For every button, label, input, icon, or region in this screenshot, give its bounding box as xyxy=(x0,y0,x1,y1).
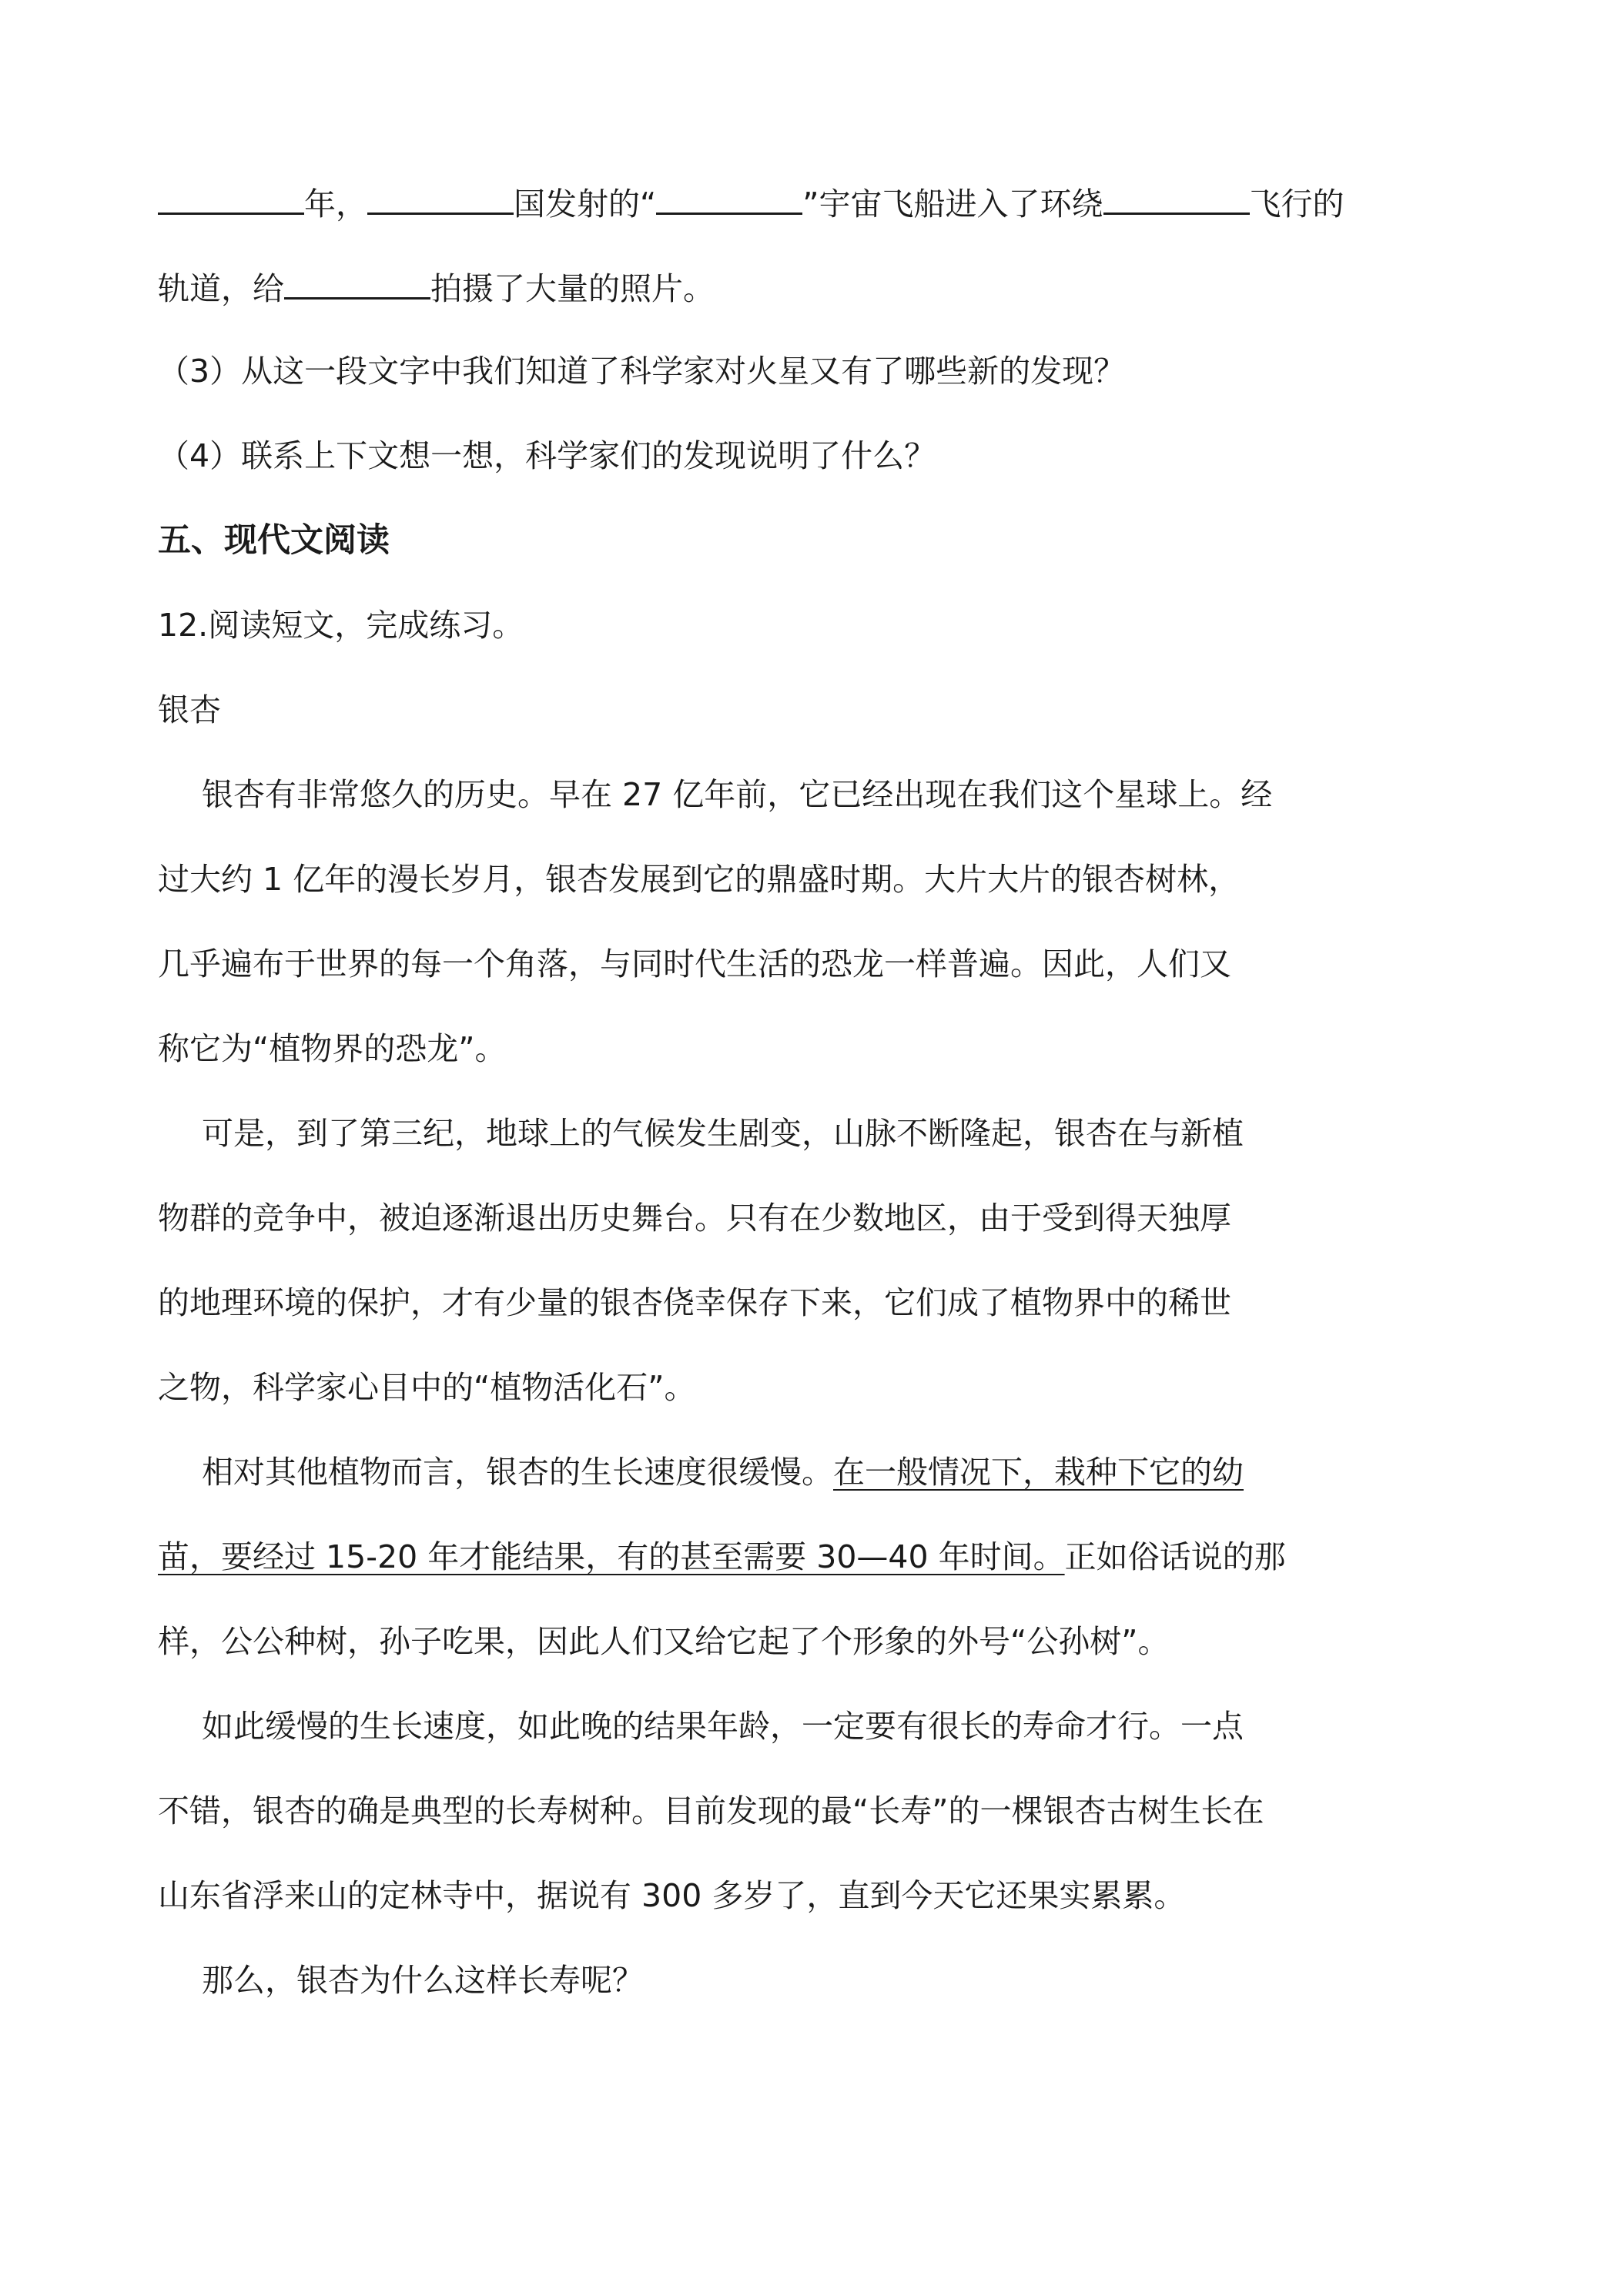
answer-blank[interactable] xyxy=(284,263,430,300)
passage-line: 几乎遍布于世界的每一个角落，与同时代生活的恐龙一样普遍。因此，人们又 xyxy=(158,946,1231,982)
passage-line: 之物，科学家心目中的“植物活化石”。 xyxy=(158,1369,696,1406)
passage-line: 物群的竞争中，被迫逐渐退出历史舞台。只有在少数地区，由于受到得天独厚 xyxy=(158,1200,1231,1237)
fill-text: 拍摄了大量的照片。 xyxy=(430,270,715,307)
answer-blank[interactable] xyxy=(158,179,304,215)
question-4: （4）联系上下文想一想，科学家们的发现说明了什么？ xyxy=(158,437,936,474)
passage-line: 过大约 1 亿年的漫长岁月，银杏发展到它的鼎盛时期。大片大片的银杏树林， xyxy=(158,861,1241,898)
fill-text: 国发射的“ xyxy=(514,186,657,223)
passage-line: 的地理环境的保护，才有少量的银杏侥幸保存下来，它们成了植物界中的稀世 xyxy=(158,1284,1231,1321)
fill-text: 年， xyxy=(304,186,367,223)
answer-blank[interactable] xyxy=(656,179,802,215)
fill-text: 轨道，给 xyxy=(158,270,284,307)
question-3: （3）从这一段文字中我们知道了科学家对火星又有了哪些新的发现？ xyxy=(158,353,1126,390)
passage-line: 称它为“植物界的恐龙”。 xyxy=(158,1030,507,1067)
underlined-sentence: 苗，要经过 15-20 年才能结果，有的甚至需要 30—40 年时间。 xyxy=(158,1538,1065,1575)
passage-line: 可是，到了第三纪，地球上的气候发生剧变，山脉不断隆起，银杏在与新植 xyxy=(202,1115,1244,1152)
exercise-prompt: 12.阅读短文，完成练习。 xyxy=(158,607,524,644)
passage-text: 正如俗话说的那 xyxy=(1064,1538,1286,1575)
passage-line: 山东省浮来山的定林寺中，据说有 300 多岁了，直到今天它还果实累累。 xyxy=(158,1877,1186,1914)
fill-text: 飞行的 xyxy=(1249,186,1344,223)
passage-line: 样，公公种树，孙子吃果，因此人们又给它起了个形象的外号“公孙树”。 xyxy=(158,1623,1170,1660)
passage-line: 银杏有非常悠久的历史。早在 27 亿年前，它已经出现在我们这个星球上。经 xyxy=(202,776,1273,813)
passage-text: 相对其他植物而言，银杏的生长速度很缓慢。 xyxy=(202,1454,833,1491)
answer-blank[interactable] xyxy=(1103,179,1250,215)
underlined-sentence: 在一般情况下，栽种下它的幼 xyxy=(833,1454,1244,1491)
answer-blank[interactable] xyxy=(367,179,514,215)
passage-line: 如此缓慢的生长速度，如此晚的结果年龄，一定要有很长的寿命才行。一点 xyxy=(202,1708,1244,1745)
section-heading: 五、现代文阅读 xyxy=(158,521,390,560)
fill-blank-line-2 xyxy=(158,263,1482,312)
passage-title: 银杏 xyxy=(158,691,221,728)
passage-line: 那么，银杏为什么这样长寿呢？ xyxy=(202,1962,644,1999)
fill-text: ”宇宙飞船进入了环绕 xyxy=(802,186,1103,223)
passage-line xyxy=(158,1534,1482,1580)
passage-line xyxy=(158,1449,1526,1495)
passage-line: 不错，银杏的确是典型的长寿树种。目前发现的最“长寿”的一棵银杏古树生长在 xyxy=(158,1792,1264,1829)
fill-blank-line-1 xyxy=(158,179,1482,227)
